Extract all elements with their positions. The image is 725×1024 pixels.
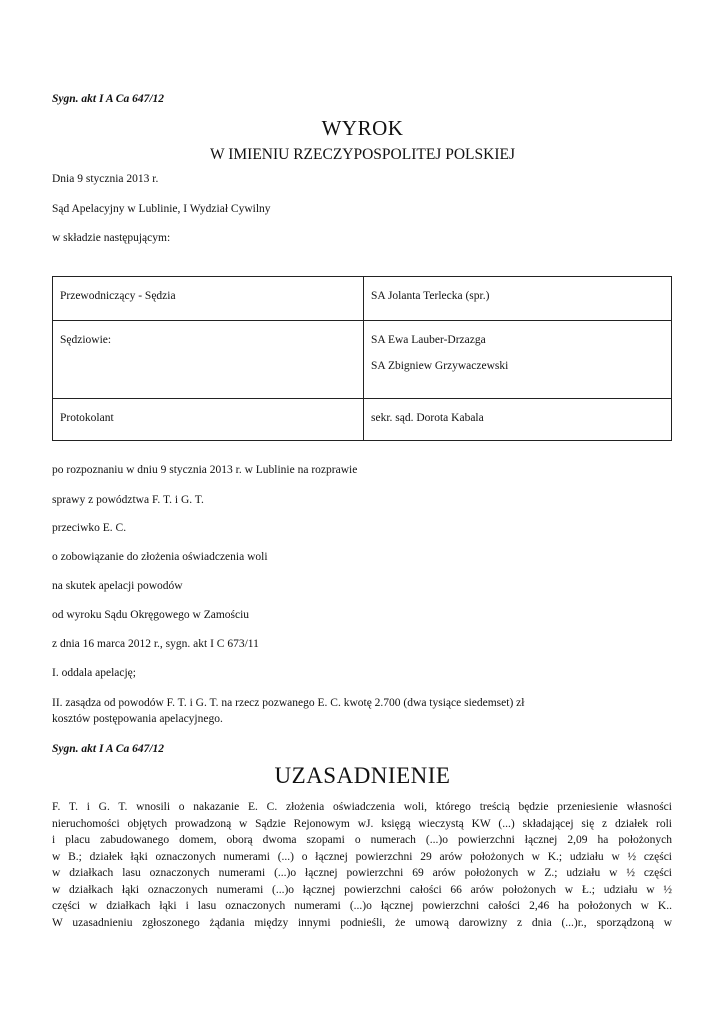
ruling-ii-line1: II. zasądza od powodów F. T. i G. T. na rzecz pozwanego E. C. kwotę 2.700 (dwa tysiące siedemset) zł <box>52 697 525 709</box>
judge-name: SA Jolanta Terlecka (spr.) <box>371 290 490 302</box>
role-cell <box>53 399 364 441</box>
table-row <box>53 321 672 399</box>
judgment-subtitle: W IMIENIU RZECZYPOSPOLITEJ POLSKIEJ <box>210 146 515 163</box>
paragraph-line: nieruchomości objętych prowadzoną w Sądzie Rejonowym wJ. księgą wieczystą KW (...) składającej się z działek roli <box>52 817 672 830</box>
case-line: na skutek apelacji powodów <box>52 580 183 592</box>
names-cell <box>364 321 672 399</box>
case-line: przeciwko E. C. <box>52 522 127 534</box>
paragraph-line: w B.; działek łąki oznaczonych numerami (...) o łącznej powierzchni 29 arów położonych w K.; udziału w ½ części <box>52 850 672 863</box>
paragraph-line: części w działkach łąki i lasu oznaczonych numerami (...)o łącznej powierzchni całości 2,46 ha położonych w K.. <box>52 900 672 912</box>
paragraph-line: w działkach lasu oznaczonych numerami (...)o łącznej powierzchni 69 arów położonych w Z.; udziału w ½ części <box>52 867 672 879</box>
case-line: sprawy z powództwa F. T. i G. T. <box>52 494 204 506</box>
role-label: Protokolant <box>60 412 114 424</box>
role-cell <box>53 277 364 321</box>
paragraph-line: W uzasadnieniu zgłoszonego żądania między innymi podnieśli, że umową darowizny z dnia (...)r., sporządzoną w <box>52 916 672 929</box>
names-cell <box>364 399 672 441</box>
justification-signature: Sygn. akt I A Ca 647/12 <box>52 743 165 755</box>
judgment-title: WYROK <box>321 116 404 140</box>
judge-name: SA Ewa Lauber-Drzazga <box>371 334 486 346</box>
date-line: Dnia 9 stycznia 2013 r. <box>52 173 159 185</box>
case-signature: Sygn. akt I A Ca 647/12 <box>52 93 165 105</box>
case-line: z dnia 16 marca 2012 r., sygn. akt I C 673/11 <box>52 638 259 650</box>
ruling-ii-line2: kosztów postępowania apelacyjnego. <box>52 713 223 725</box>
court-line: Sąd Apelacyjny w Lublinie, I Wydział Cywilny <box>52 203 271 215</box>
paragraph-line: F. T. i G. T. wnosili o nakazanie E. C. złożenia oświadczenia woli, którego treścią będzie przeniesienie własności <box>52 801 672 813</box>
court-panel-table <box>52 276 672 441</box>
role-label: Przewodniczący - Sędzia <box>60 290 176 302</box>
case-line: po rozpoznaniu w dniu 9 stycznia 2013 r. w Lublinie na rozprawie <box>52 464 358 476</box>
paragraph-line: w działkach łąki oznaczonych numerami (...)o łącznej powierzchni całości 66 arów położonych w Ł.; udziału w ½ <box>52 883 672 896</box>
names-cell <box>364 277 672 321</box>
composition-line: w składzie następującym: <box>52 232 171 244</box>
ruling-i: I. oddala apelację; <box>52 667 136 679</box>
case-line: od wyroku Sądu Okręgowego w Zamościu <box>52 609 250 621</box>
clerk-name: sekr. sąd. Dorota Kabala <box>371 412 484 424</box>
table-row <box>53 399 672 441</box>
judge-name: SA Zbigniew Grzywaczewski <box>371 360 509 372</box>
paragraph-line: i placu zabudowanego domem, oborą dwoma szopami o numerach (...)o powierzchni łącznej 2,09 ha położonych <box>52 834 672 846</box>
case-line: o zobowiązanie do złożenia oświadczenia woli <box>52 551 268 563</box>
justification-title: UZASADNIENIE <box>274 763 451 788</box>
justification-paragraph <box>52 799 672 931</box>
table-row <box>53 277 672 321</box>
role-cell <box>53 321 364 399</box>
role-label: Sędziowie: <box>60 334 112 346</box>
